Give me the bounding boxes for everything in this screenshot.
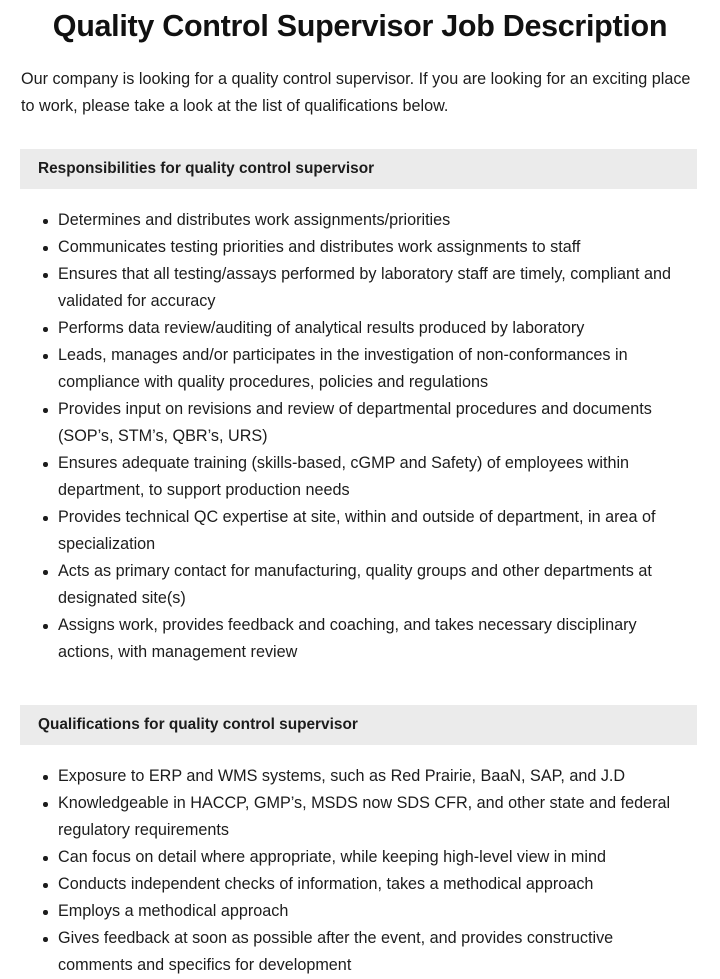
list-item: Conducts independent checks of information, takes a methodical approach xyxy=(0,871,720,898)
list-item: Performs data review/auditing of analytical results produced by laboratory xyxy=(0,315,720,342)
qualifications-heading: Qualifications for quality control supervisor xyxy=(20,705,697,745)
qualifications-section xyxy=(0,705,720,979)
list-item: Provides technical QC expertise at site, within and outside of department, in area of specialization xyxy=(0,504,720,558)
list-item: Ensures that all testing/assays performed by laboratory staff are timely, compliant and validated for accuracy xyxy=(0,261,720,315)
list-item: Can focus on detail where appropriate, while keeping high-level view in mind xyxy=(0,844,720,871)
responsibilities-heading: Responsibilities for quality control supervisor xyxy=(20,149,697,189)
list-item: Gives feedback at soon as possible after the event, and provides constructive comments and specifics for development xyxy=(0,925,720,979)
list-item: Determines and distributes work assignments/priorities xyxy=(0,207,720,234)
list-item: Leads, manages and/or participates in the investigation of non-conformances in compliance with quality procedures, policies and regulations xyxy=(0,342,720,396)
intro-paragraph: Our company is looking for a quality control supervisor. If you are looking for an exciting place to work, please take a look at the list of qualifications below. xyxy=(21,70,691,115)
list-item: Exposure to ERP and WMS systems, such as Red Prairie, BaaN, SAP, and J.D xyxy=(0,763,720,790)
qualifications-list xyxy=(0,745,720,979)
list-item: Communicates testing priorities and distributes work assignments to staff xyxy=(0,234,720,261)
page-title: Quality Control Supervisor Job Description xyxy=(52,9,668,43)
responsibilities-section xyxy=(0,149,720,666)
list-item: Assigns work, provides feedback and coaching, and takes necessary disciplinary actions, with management review xyxy=(0,612,720,666)
responsibilities-list xyxy=(0,189,720,666)
list-item: Employs a methodical approach xyxy=(0,898,720,925)
list-item: Knowledgeable in HACCP, GMP’s, MSDS now SDS CFR, and other state and federal regulatory requirements xyxy=(0,790,720,844)
list-item: Ensures adequate training (skills-based, cGMP and Safety) of employees within department, to support production needs xyxy=(0,450,720,504)
list-item: Provides input on revisions and review of departmental procedures and documents (SOP’s, STM’s, QBR’s, URS) xyxy=(0,396,720,450)
list-item: Acts as primary contact for manufacturing, quality groups and other departments at designated site(s) xyxy=(0,558,720,612)
